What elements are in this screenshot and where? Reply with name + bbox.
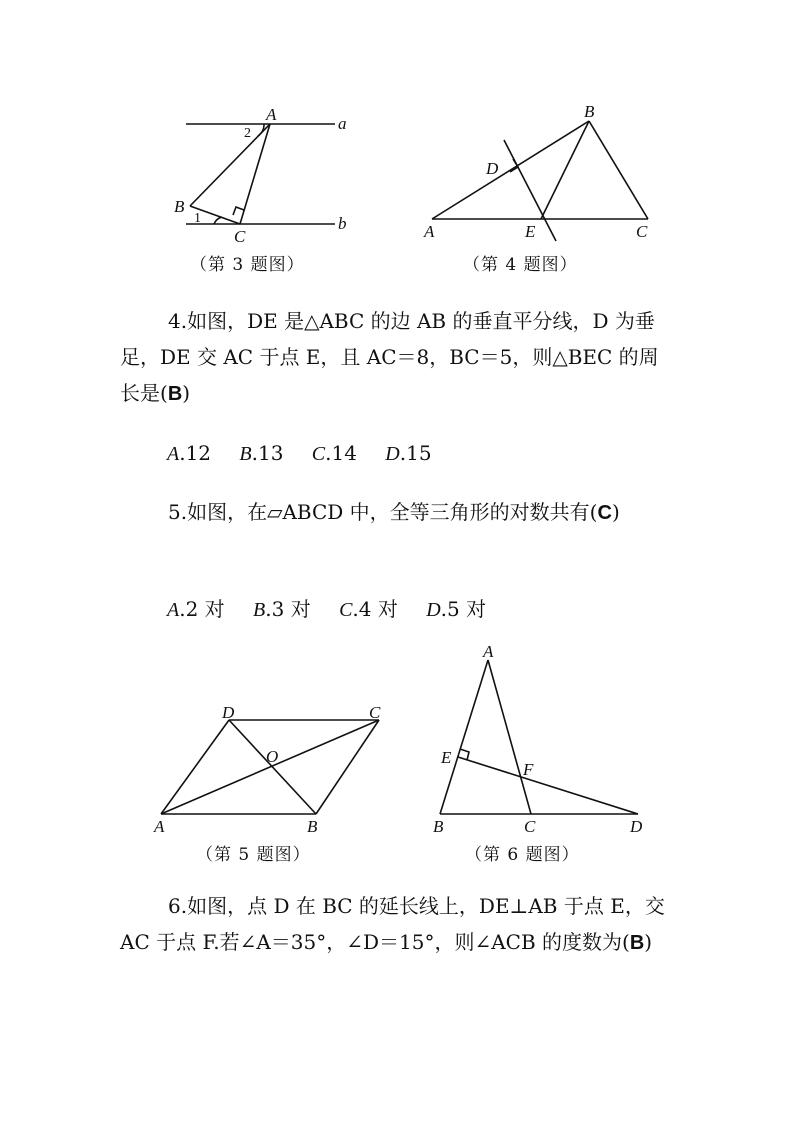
- figure-5-caption: （第 5 题图）: [196, 845, 311, 865]
- figure-4-diagram: [420, 100, 660, 245]
- label-D: D: [486, 159, 499, 178]
- question-6: [120, 888, 676, 961]
- figure-5: [150, 700, 395, 840]
- label-D: D: [222, 703, 235, 722]
- label-angle-2: 2: [244, 126, 251, 141]
- question-6-text: 6.如图，点 D 在 BC 的延长线上，DE⊥AB 于点 E，交 AC 于点 F.若∠A＝35°，∠D＝15°，则∠ACB 的度数为(: [120, 894, 665, 954]
- angle-1-arc: [214, 217, 222, 224]
- label-C: C: [524, 817, 536, 836]
- question-6-close: ): [644, 930, 653, 954]
- figure-6-caption: （第 6 题图）: [465, 845, 580, 865]
- label-A: A: [154, 817, 165, 836]
- label-A: A: [483, 642, 494, 661]
- segment-AB: [440, 660, 488, 814]
- question-5-answer: C: [597, 502, 612, 524]
- figure-3: [170, 100, 360, 250]
- figure-4-caption: （第 4 题图）: [463, 255, 578, 275]
- option-B: B.13: [239, 441, 284, 465]
- question-5-close: ): [611, 500, 620, 524]
- segment-AC: [488, 660, 531, 814]
- segment-DE: [458, 757, 638, 814]
- option-C: C.4 对: [339, 597, 398, 621]
- label-B: B: [174, 197, 185, 216]
- option-A: A.2 对: [167, 597, 225, 621]
- question-4: [120, 303, 676, 412]
- label-B: B: [307, 817, 318, 836]
- segment-BC: [589, 121, 648, 219]
- angle-2-arc: [258, 124, 264, 136]
- option-C: C.14: [311, 441, 357, 465]
- question-4-options: [167, 441, 454, 466]
- diagonal-BD: [229, 720, 316, 814]
- label-O: O: [266, 747, 279, 766]
- question-5-text: 5.如图，在▱ABCD 中，全等三角形的对数共有(: [168, 500, 598, 524]
- label-angle-1: 1: [194, 211, 201, 226]
- figure-3-diagram: [170, 100, 360, 250]
- diagonal-AC: [161, 720, 379, 814]
- question-4-text: 4.如图，DE 是△ABC 的边 AB 的垂直平分线，D 为垂足，DE 交 AC 于点 E，且 AC＝8，BC＝5，则△BEC 的周长是(: [120, 309, 659, 405]
- figure-4: [420, 100, 660, 245]
- figure-5-diagram: [150, 700, 395, 840]
- label-B: B: [433, 817, 444, 836]
- question-4-answer: B: [167, 383, 183, 405]
- label-B: B: [584, 102, 595, 121]
- label-E: E: [441, 748, 452, 767]
- question-6-answer: B: [629, 932, 645, 954]
- figure-6-diagram: [425, 640, 655, 840]
- label-C: C: [369, 703, 381, 722]
- question-4-close: ): [182, 381, 191, 405]
- label-C: C: [234, 227, 246, 246]
- label-A: A: [424, 222, 435, 241]
- option-B: B.3 对: [253, 597, 311, 621]
- label-D: D: [630, 817, 643, 836]
- question-5-options: [167, 593, 508, 622]
- label-F: F: [523, 760, 534, 779]
- option-D: D.15: [385, 441, 432, 465]
- option-A: A.12: [167, 441, 212, 465]
- label-C: C: [636, 222, 648, 241]
- label-a: a: [338, 114, 347, 133]
- figure-3-caption: （第 3 题图）: [190, 255, 305, 275]
- question-5: [120, 494, 676, 531]
- label-E: E: [525, 222, 536, 241]
- label-b: b: [338, 214, 347, 233]
- option-D: D.5 对: [426, 597, 487, 621]
- figure-6: [425, 640, 655, 840]
- label-A: A: [266, 105, 277, 124]
